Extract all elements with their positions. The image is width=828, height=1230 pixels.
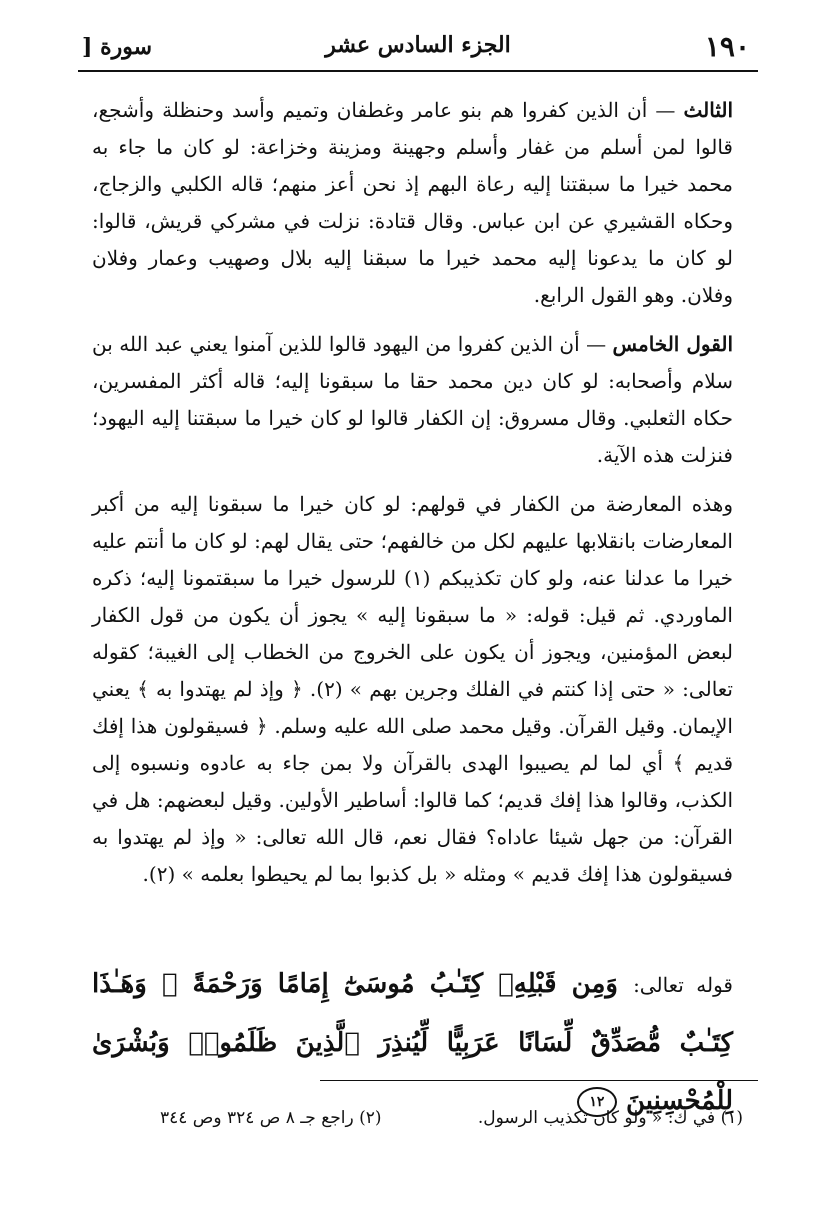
paragraph-fifth-opinion bbox=[92, 326, 733, 474]
paragraph-text: — أن الذين كفروا هم بنو عامر وغطفان وتميم وأسد وحنظلة وأشجع، قالوا لمن أسلم من غفار وأسلم وجهينة ومزينة وخزاعة: لو كان ما جاء به محمد خيرا ما سبقتنا إليه رعاة البهم إذ نحن أعز منهم؛ قاله الكلبي والزجاج، وحكاه القشيري عن ابن عباس. وقال قتادة: نزلت في مشركي قريش، قالوا: لو كان ما يدعونا إليه محمد خيرا ما سبقنا إليه بلال وصهيب وعمار وفلان وفلان. وهو القول الرابع. bbox=[92, 98, 733, 307]
surah-label: سورة [ bbox=[82, 34, 153, 60]
page-header bbox=[78, 22, 758, 72]
verse-intro: قوله تعالى: bbox=[633, 973, 733, 997]
quran-verse bbox=[92, 955, 733, 1130]
verse-number-badge: ١٢ bbox=[577, 1087, 617, 1117]
paragraph-lead: الثالث bbox=[683, 98, 734, 122]
footnote-2: (٢) راجع جـ ٨ ص ٣٢٤ وص ٣٤٤ bbox=[160, 1108, 382, 1128]
commentary-body bbox=[92, 92, 733, 905]
paragraph-text: وهذه المعارضة من الكفار في قولهم: لو كان خيرا ما سبقونا إليه من أكبر المعارضات بانقلابها عليهم لكل من خالفهم؛ حتى يقال لهم: لو كان ما أنتم عليه خيرا ما عدلنا عنه، ولو كان تكذيبكم (١) للرسول خيرا ما سبقتمونا إليه؛ ذكره الماوردي. ثم قيل: قوله: « ما سبقونا إليه » يجوز أن يكون من قول الكفار لبعض المؤمنين، ويجوز أن يكون على الخروج من الخطاب إلى الغيبة؛ كقوله تعالى: « حتى إذا كنتم في الفلك وجرين بهم » (٢). ﴿ وإذ لم يهتدوا به ﴾ يعني الإيمان. وقيل القرآن. وقيل محمد صلى الله عليه وسلم. ﴿ فسيقولون هذا إفك قديم ﴾ أي لما لم يصيبوا الهدى بالقرآن ولا بمن جاء به عادوه ونسبوه إلى الكذب، وقالوا هذا إفك قديم؛ كما قالوا: أساطير الأولين. وقيل لبعضهم: هل في القرآن: من جهل شيئا عاداه؟ فقال نعم، قال الله تعالى: « وإذ لم يهتدوا به فسيقولون هذا إفك قديم » ومثله « بل كذبوا بما لم يحيطوا بعلمه » (٢). bbox=[92, 492, 734, 886]
footnote-divider bbox=[320, 1080, 758, 1081]
paragraph-discussion bbox=[92, 486, 733, 893]
running-title: الجزء السادس عشر bbox=[325, 32, 511, 58]
verse-text: وَمِن قَبْلِهِۦ كِتَـٰبُ مُوسَىٰٓ إِمَامًا وَرَحْمَةً ۚ وَهَـٰذَا كِتَـٰبٌ مُّصَدِّقٌ لِّسَانًا عَرَبِيًّا لِّيُنذِرَ ٱلَّذِينَ ظَلَمُوا۟ وَبُشْرَىٰ لِلْمُحْسِنِينَ bbox=[92, 969, 733, 1116]
footnote-1: (١) في ك: « ولو كان تكذيب الرسول. bbox=[477, 1108, 743, 1128]
page-number: ١٩٠ bbox=[704, 30, 750, 63]
footnotes bbox=[160, 1108, 743, 1128]
paragraph-third-opinion bbox=[92, 92, 733, 314]
paragraph-lead: القول الخامس bbox=[612, 332, 734, 356]
paragraph-text: — أن الذين كفروا من اليهود قالوا للذين آمنوا يعني عبد الله بن سلام وأصحابه: لو كان دين محمد حقا ما سبقونا إليه؛ قاله أكثر المفسرين، حكاه الثعلبي. وقال مسروق: إن الكفار قالوا لو كان خيرا ما سبقتنا إليه اليهود؛ فنزلت هذه الآية. bbox=[92, 332, 733, 467]
